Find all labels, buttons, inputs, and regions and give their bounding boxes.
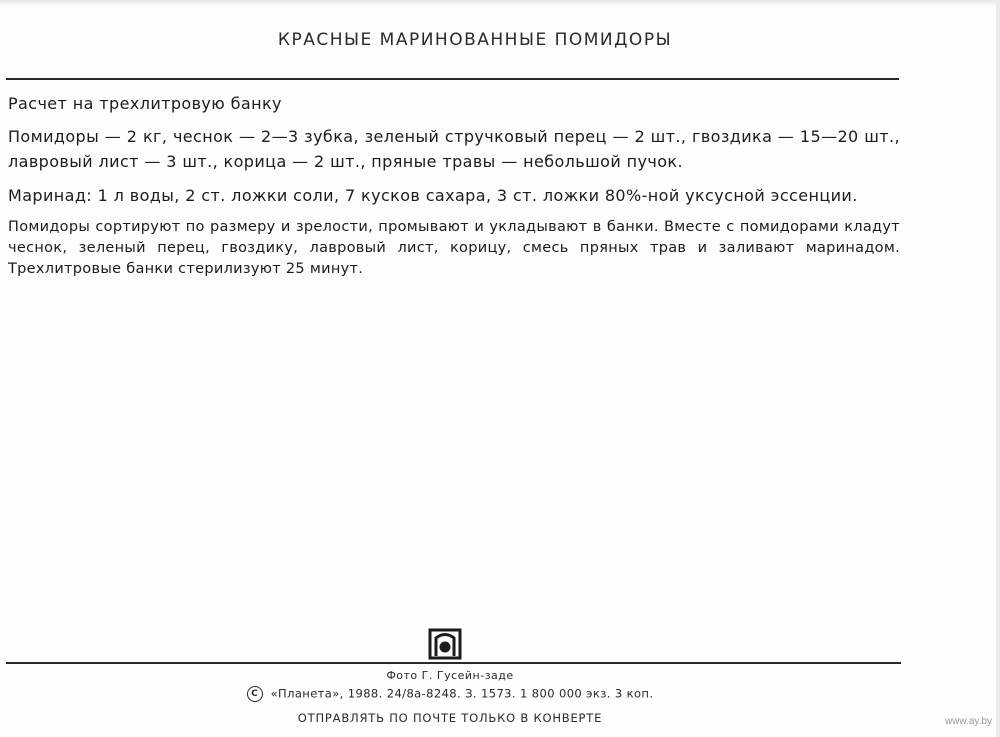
publisher-imprint xyxy=(0,686,900,702)
card-right-edge xyxy=(996,0,1000,737)
site-watermark: www.ay.by xyxy=(944,716,992,727)
recipe-body xyxy=(8,92,900,280)
marinade-paragraph: Маринад: 1 л воды, 2 ст. ложки соли, 7 кусков сахара, 3 ст. ложки 80%-ной уксусной эссенции. xyxy=(8,186,858,205)
method-paragraph: Помидоры сортируют по размеру и зрелости, промывают и укладывают в банки. Вместе с помидорами кладут чеснок, зеленый перец, гвоздику, лавровый лист, корицу, смесь пряных трав и заливают маринадом. Трехлитровые банки стерилизуют 25 минут. xyxy=(8,219,900,277)
title-wrap xyxy=(0,30,1000,50)
serving-basis: Расчет на трехлитровую банку xyxy=(8,94,282,113)
card-top-edge xyxy=(0,0,1000,6)
imprint-text: «Планета», 1988. 24/8а-8248. З. 1573. 1 800 000 экз. 3 коп. xyxy=(270,686,654,701)
top-rule xyxy=(6,78,899,80)
recipe-title: КРАСНЫЕ МАРИНОВАННЫЕ ПОМИДОРЫ xyxy=(277,30,673,50)
mailing-note: ОТПРАВЛЯТЬ ПО ПОЧТЕ ТОЛЬКО В КОНВЕРТЕ xyxy=(297,711,603,725)
ingredients-paragraph: Помидоры — 2 кг, чеснок — 2—3 зубка, зеленый стручковый перец — 2 шт., гвоздика — 15—20 шт., лавровый лист — 3 шт., корица — 2 шт., пряные травы — небольшой пучок. xyxy=(8,127,900,171)
photo-credit: Фото Г. Гусейн-заде xyxy=(386,669,514,682)
publisher-logo-icon xyxy=(428,626,462,660)
bottom-rule xyxy=(6,662,901,664)
copyright-icon: C xyxy=(247,686,263,702)
